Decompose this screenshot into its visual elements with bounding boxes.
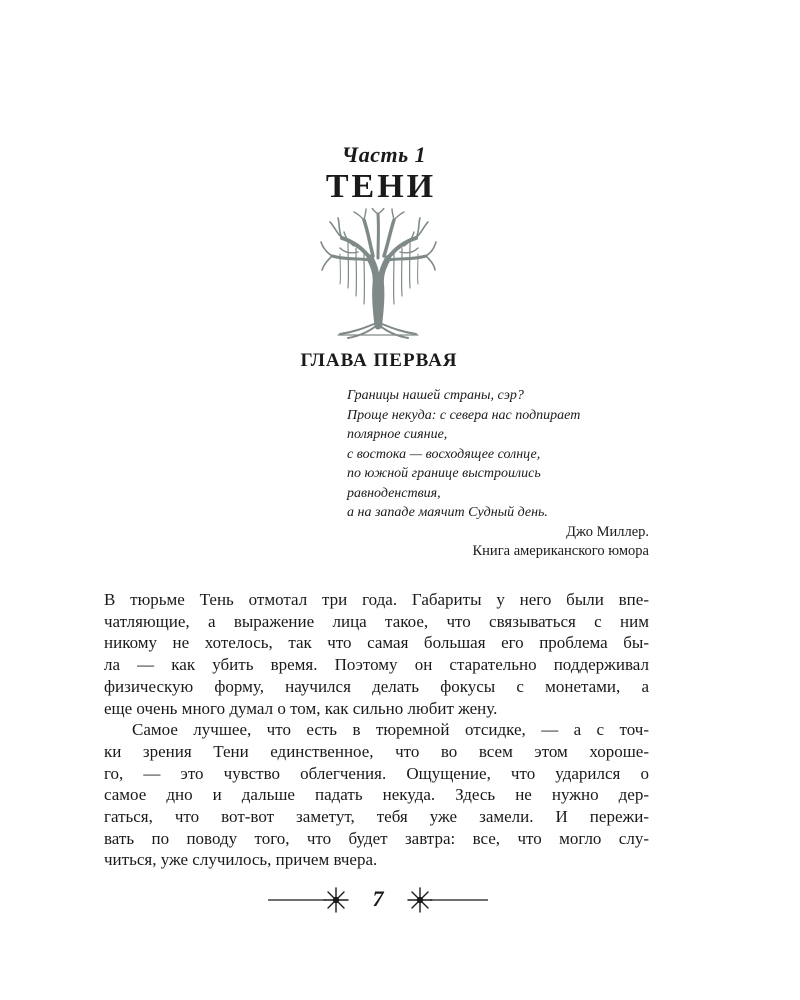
chapter-title: ГЛАВА ПЕРВАЯ	[300, 350, 458, 371]
part-label: Часть 1	[341, 142, 427, 167]
epigraph-line: Границы нашей страны, сэр?	[347, 388, 524, 403]
body-line: физическую форму, научился делать фокусы с монетами, а	[104, 676, 649, 696]
body-line: гаться, что вот-вот заметут, тебя уже замели. И пережи-	[104, 807, 649, 827]
tree-illustration	[318, 208, 438, 340]
body-line: ки зрения Тени единственное, что во всем этом хороше-	[104, 741, 649, 761]
epigraph-line: с востока — восходящее солнце,	[347, 446, 541, 462]
epigraph-author: Джо Миллер.	[566, 524, 649, 540]
body-line: го, — это чувство облегчения. Ощущение, что ударился о	[104, 763, 649, 783]
body-line: В тюрьме Тень отмотал три года. Габариты у него были впе-	[104, 590, 649, 609]
epigraph-line: равноденствия,	[347, 485, 441, 501]
body-line: самое дно и дальше падать некуда. Здесь не нужно дер-	[104, 785, 649, 805]
star-left-icon	[324, 888, 348, 912]
body-line: ла — как убить время. Поэтому он старательно поддерживал	[104, 655, 649, 675]
epigraph-line: Проще некуда: с севера нас подпирает	[347, 407, 581, 423]
body-text	[104, 589, 649, 871]
star-right-icon	[408, 888, 432, 912]
epigraph	[347, 386, 657, 523]
epigraph-line: полярное сияние,	[347, 427, 448, 442]
epigraph-line: а на западе маячит Судный день.	[347, 505, 548, 520]
body-line: еще очень много думал о том, как сильно любит жену.	[104, 698, 498, 718]
body-line: чатляющие, а выражение лица такое, что связываться с ним	[104, 611, 649, 631]
part-title: ТЕНИ	[325, 168, 437, 205]
page-footer	[268, 884, 488, 918]
body-line: Самое лучшее, что есть в тюремной отсидке, — а с точ-	[132, 720, 649, 740]
body-line: читься, уже случилось, причем вчера.	[104, 850, 378, 870]
epigraph-source: Книга американского юмора	[472, 543, 649, 559]
body-line: никому не хотелось, так что самая большая его проблема бы-	[104, 633, 649, 653]
page-number: 7	[372, 886, 384, 911]
epigraph-line: по южной границе выстроились	[347, 466, 541, 481]
body-line: вать по поводу того, что будет завтра: все, что могло слу-	[104, 828, 649, 848]
